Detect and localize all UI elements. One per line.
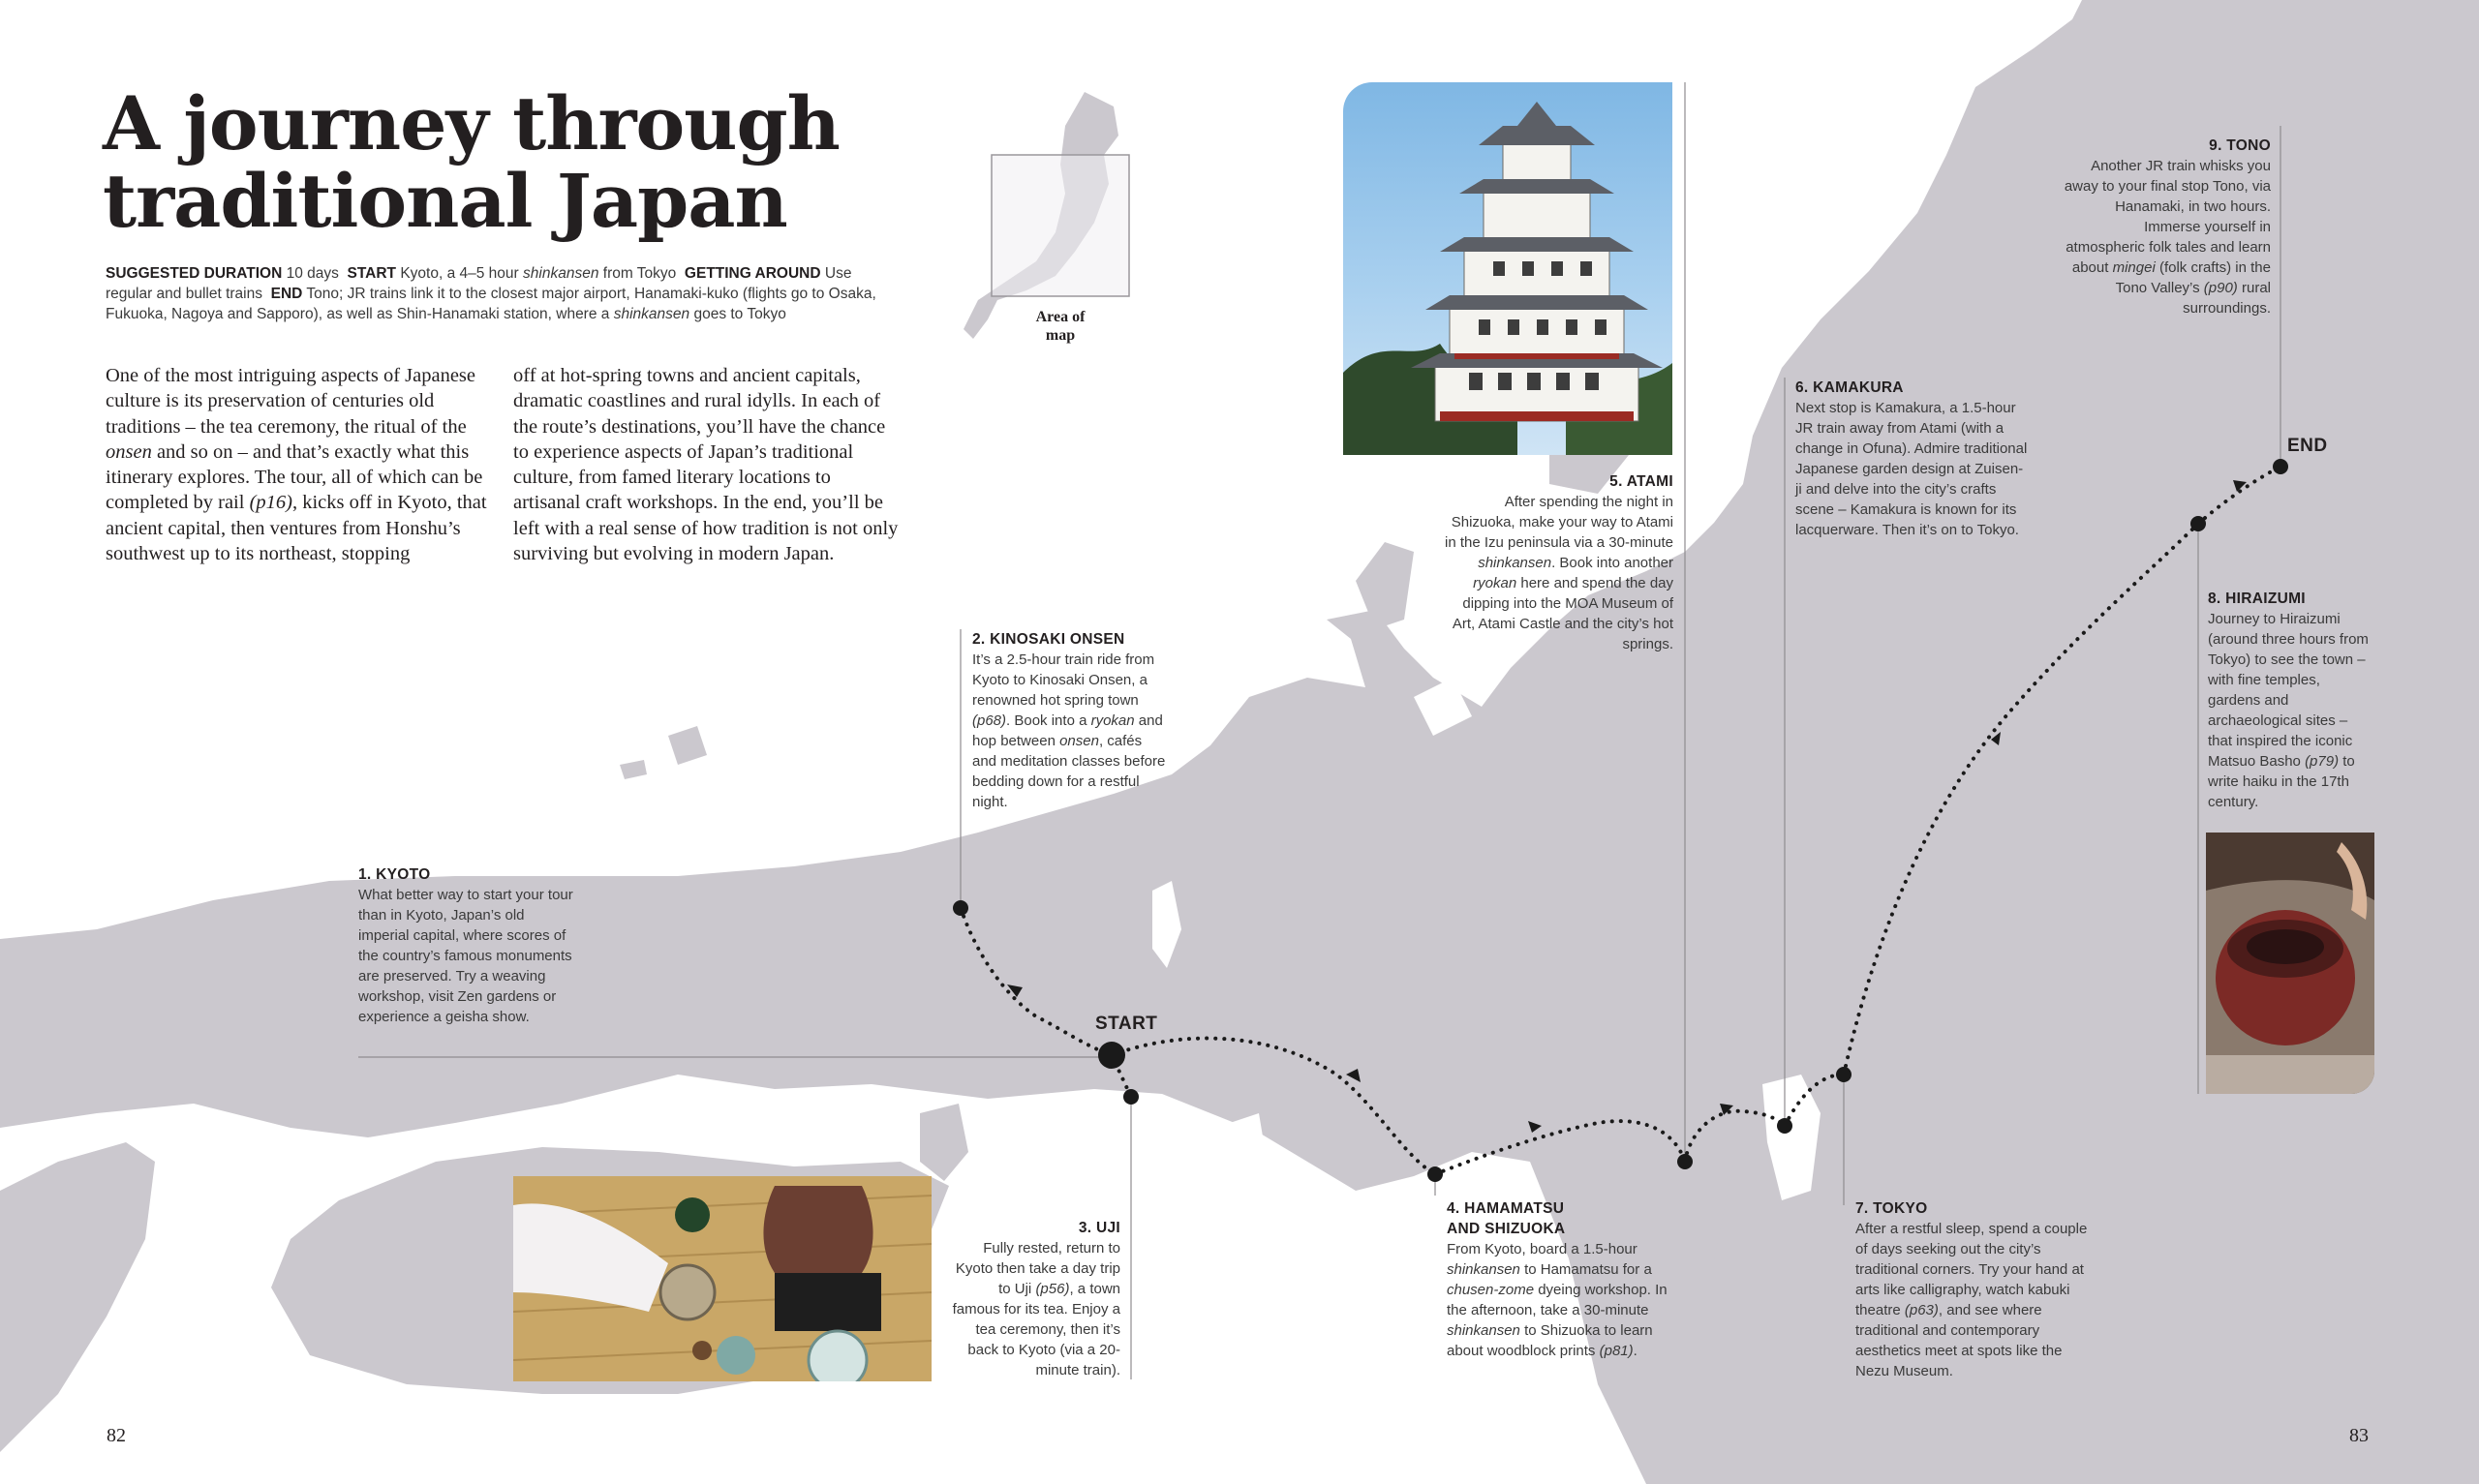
kinosaki-page-ref: (p68): [972, 712, 1007, 729]
dot-shizuoka: [1677, 1154, 1693, 1169]
intro-column-1: [106, 363, 493, 566]
stop-tono-heading: 9. TONO: [2209, 137, 2271, 154]
title-line-2: traditional Japan: [103, 158, 787, 244]
uji-text-b: , a town famous for its tea. Enjoy a tea ceremony, then it’s back to Kyoto (via a 20-minute train).: [952, 1281, 1120, 1378]
stop-hiraizumi-body: [2208, 609, 2374, 812]
inset-locator-map: [964, 92, 1129, 339]
tono-text-c: rural surroundings.: [2183, 280, 2271, 317]
start-value-b: from Tokyo: [602, 265, 677, 282]
start-label: START: [1095, 1014, 1158, 1034]
dot-kyoto-start: [1098, 1042, 1125, 1069]
inset-label-line-1: Area of: [1035, 309, 1086, 325]
page-title: [103, 80, 897, 244]
inset-label: [1022, 308, 1099, 345]
atami-italic-2: ryokan: [1473, 575, 1517, 591]
tono-italic-mingei: mingei: [2112, 259, 2156, 276]
hamamatsu-italic-3: shinkansen: [1447, 1322, 1520, 1339]
stop-tono: [2063, 136, 2271, 318]
tokyo-page-ref: (p63): [1904, 1302, 1939, 1318]
end-value-a: Tono; JR trains link it to the closest major airport, Hanamaki-kuko (flights go to Osaka, Fukuoka, Nagoya and Sapporo), as well as Shin-Hanamaki station, where a: [106, 286, 876, 322]
hamamatsu-page-ref: (p81): [1599, 1343, 1634, 1359]
dot-uji: [1123, 1089, 1139, 1105]
end-value-b: goes to Tokyo: [693, 306, 786, 322]
tono-text-b: (folk crafts) in the Tono Valley’s: [2115, 259, 2271, 296]
getting-around-label: GETTING AROUND: [684, 265, 821, 282]
dot-atami: [1777, 1118, 1792, 1134]
stop-kinosaki-heading: 2. KINOSAKI ONSEN: [972, 631, 1125, 648]
hamamatsu-text-b: to Hamamatsu for a: [1524, 1261, 1652, 1278]
stop-kinosaki: [972, 629, 1166, 812]
inset-label-line-2: map: [1045, 327, 1076, 344]
awaji-island: [920, 1104, 968, 1181]
dot-tokyo: [1836, 1067, 1852, 1082]
page-number-right: 83: [2349, 1425, 2369, 1446]
stop-atami: [1443, 471, 1673, 654]
intro-text-2: off at hot-spring towns and ancient capitals, dramatic coastlines and rural idylls. In each of the route’s destinations, you’ll have the chance to experience aspects of Japan’s traditional culture, from famed literary locations to artisanal craft workshops. In the end, you’ll be left with a real sense of how tradition is not only surviving but evolving in modern Japan.: [513, 365, 899, 565]
kinosaki-text-d: , cafés and meditation classes before bedding down for a restful night.: [972, 733, 1166, 810]
stop-kyoto: [358, 864, 573, 1027]
hamamatsu-italic-1: shinkansen: [1447, 1261, 1520, 1278]
stop-hamamatsu-heading: [1447, 1198, 1669, 1239]
inset-area-box: [992, 155, 1129, 296]
stop-tono-body: [2063, 156, 2271, 318]
dot-kinosaki: [953, 900, 968, 916]
kinosaki-text-c: and hop between: [972, 712, 1163, 749]
lacquerware-photo: [2206, 833, 2374, 1094]
castle-illustration: [1343, 82, 1672, 455]
duration-value: 10 days: [286, 265, 339, 282]
tea-ceremony-photo: [513, 1176, 932, 1381]
hiraizumi-page-ref: (p79): [2305, 753, 2340, 770]
stop-kyoto-body: What better way to start your tour than in Kyoto, Japan’s old imperial capital, where scores of the country’s famous monuments are preserved. Try a weaving workshop, visit Zen gardens or experience a geisha show.: [358, 887, 573, 1025]
intro-text-1b: and so on – and that’s exactly what this itinerary explores. The tour, all of which can be completed by rail: [106, 440, 483, 514]
end-value-italic: shinkansen: [613, 306, 690, 322]
hiraizumi-text-a: Journey to Hiraizumi (around three hours from Tokyo) to see the town – with fine temples, gardens and archaeological sites – that inspired the iconic Matsuo Basho: [2208, 611, 2369, 770]
hamamatsu-text-e: .: [1633, 1343, 1637, 1359]
stop-tokyo-heading: 7. TOKYO: [1855, 1200, 1928, 1217]
castle-photo: [1343, 82, 1672, 455]
start-label: START: [347, 265, 397, 282]
duration-label: SUGGESTED DURATION: [106, 265, 283, 282]
hamamatsu-text-d: to Shizuoka to learn about woodblock prints: [1447, 1322, 1653, 1359]
intro-text-1a: One of the most intriguing aspects of Japanese culture is its preservation of centuries old traditions – the tea ceremony, the ritual of the: [106, 365, 476, 438]
kinosaki-italic-ryokan: ryokan: [1090, 712, 1135, 729]
tokyo-text-a: After a restful sleep, spend a couple of days seeking out the city’s traditional corners. Try your hand at arts like calligraphy, watch kabuki theatre: [1855, 1221, 2088, 1318]
intro-text-1c: , kicks off in Kyoto, that ancient capital, then ventures from Honshu’s southwest up to its northeast, stopping: [106, 492, 487, 565]
end-label: END: [2287, 436, 2328, 456]
getting-around-value: Use regular and bullet trains: [106, 265, 852, 302]
stop-atami-heading: 5. ATAMI: [1609, 473, 1673, 490]
start-value-italic: shinkansen: [523, 265, 599, 282]
stop-atami-body: [1443, 492, 1673, 654]
tono-page-ref: (p90): [2203, 280, 2238, 296]
hamamatsu-text-c: dyeing workshop. In the afternoon, take a 30-minute: [1447, 1282, 1668, 1318]
stop-hiraizumi: [2208, 589, 2374, 812]
stop-uji-heading: 3. UJI: [1078, 1220, 1120, 1236]
hamamatsu-heading-line-2: AND SHIZUOKA: [1447, 1221, 1566, 1237]
kinosaki-italic-onsen: onsen: [1059, 733, 1099, 749]
atami-text-b: . Book into another: [1551, 555, 1673, 571]
stop-hiraizumi-heading: 8. HIRAIZUMI: [2208, 591, 2306, 607]
stop-tokyo-body: [1855, 1219, 2088, 1381]
dot-hamamatsu: [1427, 1166, 1443, 1182]
stop-hamamatsu-body: [1447, 1239, 1669, 1361]
dot-tono-end: [2273, 459, 2288, 474]
stop-tokyo: [1855, 1198, 2088, 1381]
hamamatsu-text-a: From Kyoto, board a 1.5-hour: [1447, 1241, 1637, 1257]
stop-kamakura: [1795, 378, 2028, 540]
start-value-a: Kyoto, a 4–5 hour: [400, 265, 519, 282]
lacquerware-illustration: [2206, 833, 2374, 1094]
oki-island: [668, 726, 707, 765]
stop-kamakura-body: Next stop is Kamakura, a 1.5-hour JR train away from Atami (with a change in Ofuna). Admire traditional Japanese garden design at Zuisen-ji and delve into the city’s crafts scene – Kamakura is known for its lacquerware. Then it’s on to Tokyo.: [1795, 400, 2028, 538]
tono-text-a: Another JR train whisks you away to your final stop Tono, via Hanamaki, in two hours. Immerse yourself in atmospheric folk tales and learn about: [2064, 158, 2271, 276]
stop-kyoto-heading: 1. KYOTO: [358, 866, 431, 883]
tea-ceremony-illustration: [513, 1176, 932, 1381]
stop-uji-body: [949, 1238, 1120, 1380]
title-line-1: A journey through: [103, 80, 840, 167]
stop-hamamatsu: [1447, 1198, 1669, 1361]
hamamatsu-heading-line-1: 4. HAMAMATSU: [1447, 1200, 1565, 1217]
intro-column-2: [513, 363, 901, 566]
intro-page-ref: (p16): [249, 492, 292, 514]
small-island-a: [620, 760, 647, 779]
page-number-left: 82: [107, 1425, 126, 1446]
intro-italic-onsen: onsen: [106, 440, 152, 463]
end-label: END: [270, 286, 303, 302]
stop-uji: [949, 1218, 1120, 1380]
kyushu-island: [0, 1142, 155, 1452]
dot-hiraizumi: [2190, 516, 2206, 531]
atami-text-a: After spending the night in Shizuoka, make your way to Atami in the Izu peninsula via a 30-minute: [1445, 494, 1673, 551]
hamamatsu-italic-2: chusen-zome: [1447, 1282, 1535, 1298]
atami-text-c: here and spend the day dipping into the MOA Museum of Art, Atami Castle and the city’s hot springs.: [1452, 575, 1673, 652]
kinosaki-text-b: . Book into a: [1006, 712, 1087, 729]
stop-kamakura-heading: 6. KAMAKURA: [1795, 379, 1904, 396]
kinosaki-text-a: It’s a 2.5-hour train ride from Kyoto to Kinosaki Onsen, a renowned hot spring town: [972, 651, 1155, 709]
tokyo-text-b: , and see where traditional and contemporary aesthetics meet at spots like the Nezu Museum.: [1855, 1302, 2063, 1379]
uji-text-a: Fully rested, return to Kyoto then take a day trip to Uji: [955, 1240, 1120, 1297]
hiraizumi-text-b: to write haiku in the 17th century.: [2208, 753, 2355, 810]
trip-meta: [106, 263, 900, 324]
uji-page-ref: (p56): [1035, 1281, 1070, 1297]
stop-kinosaki-body: [972, 650, 1166, 812]
atami-italic-1: shinkansen: [1478, 555, 1552, 571]
